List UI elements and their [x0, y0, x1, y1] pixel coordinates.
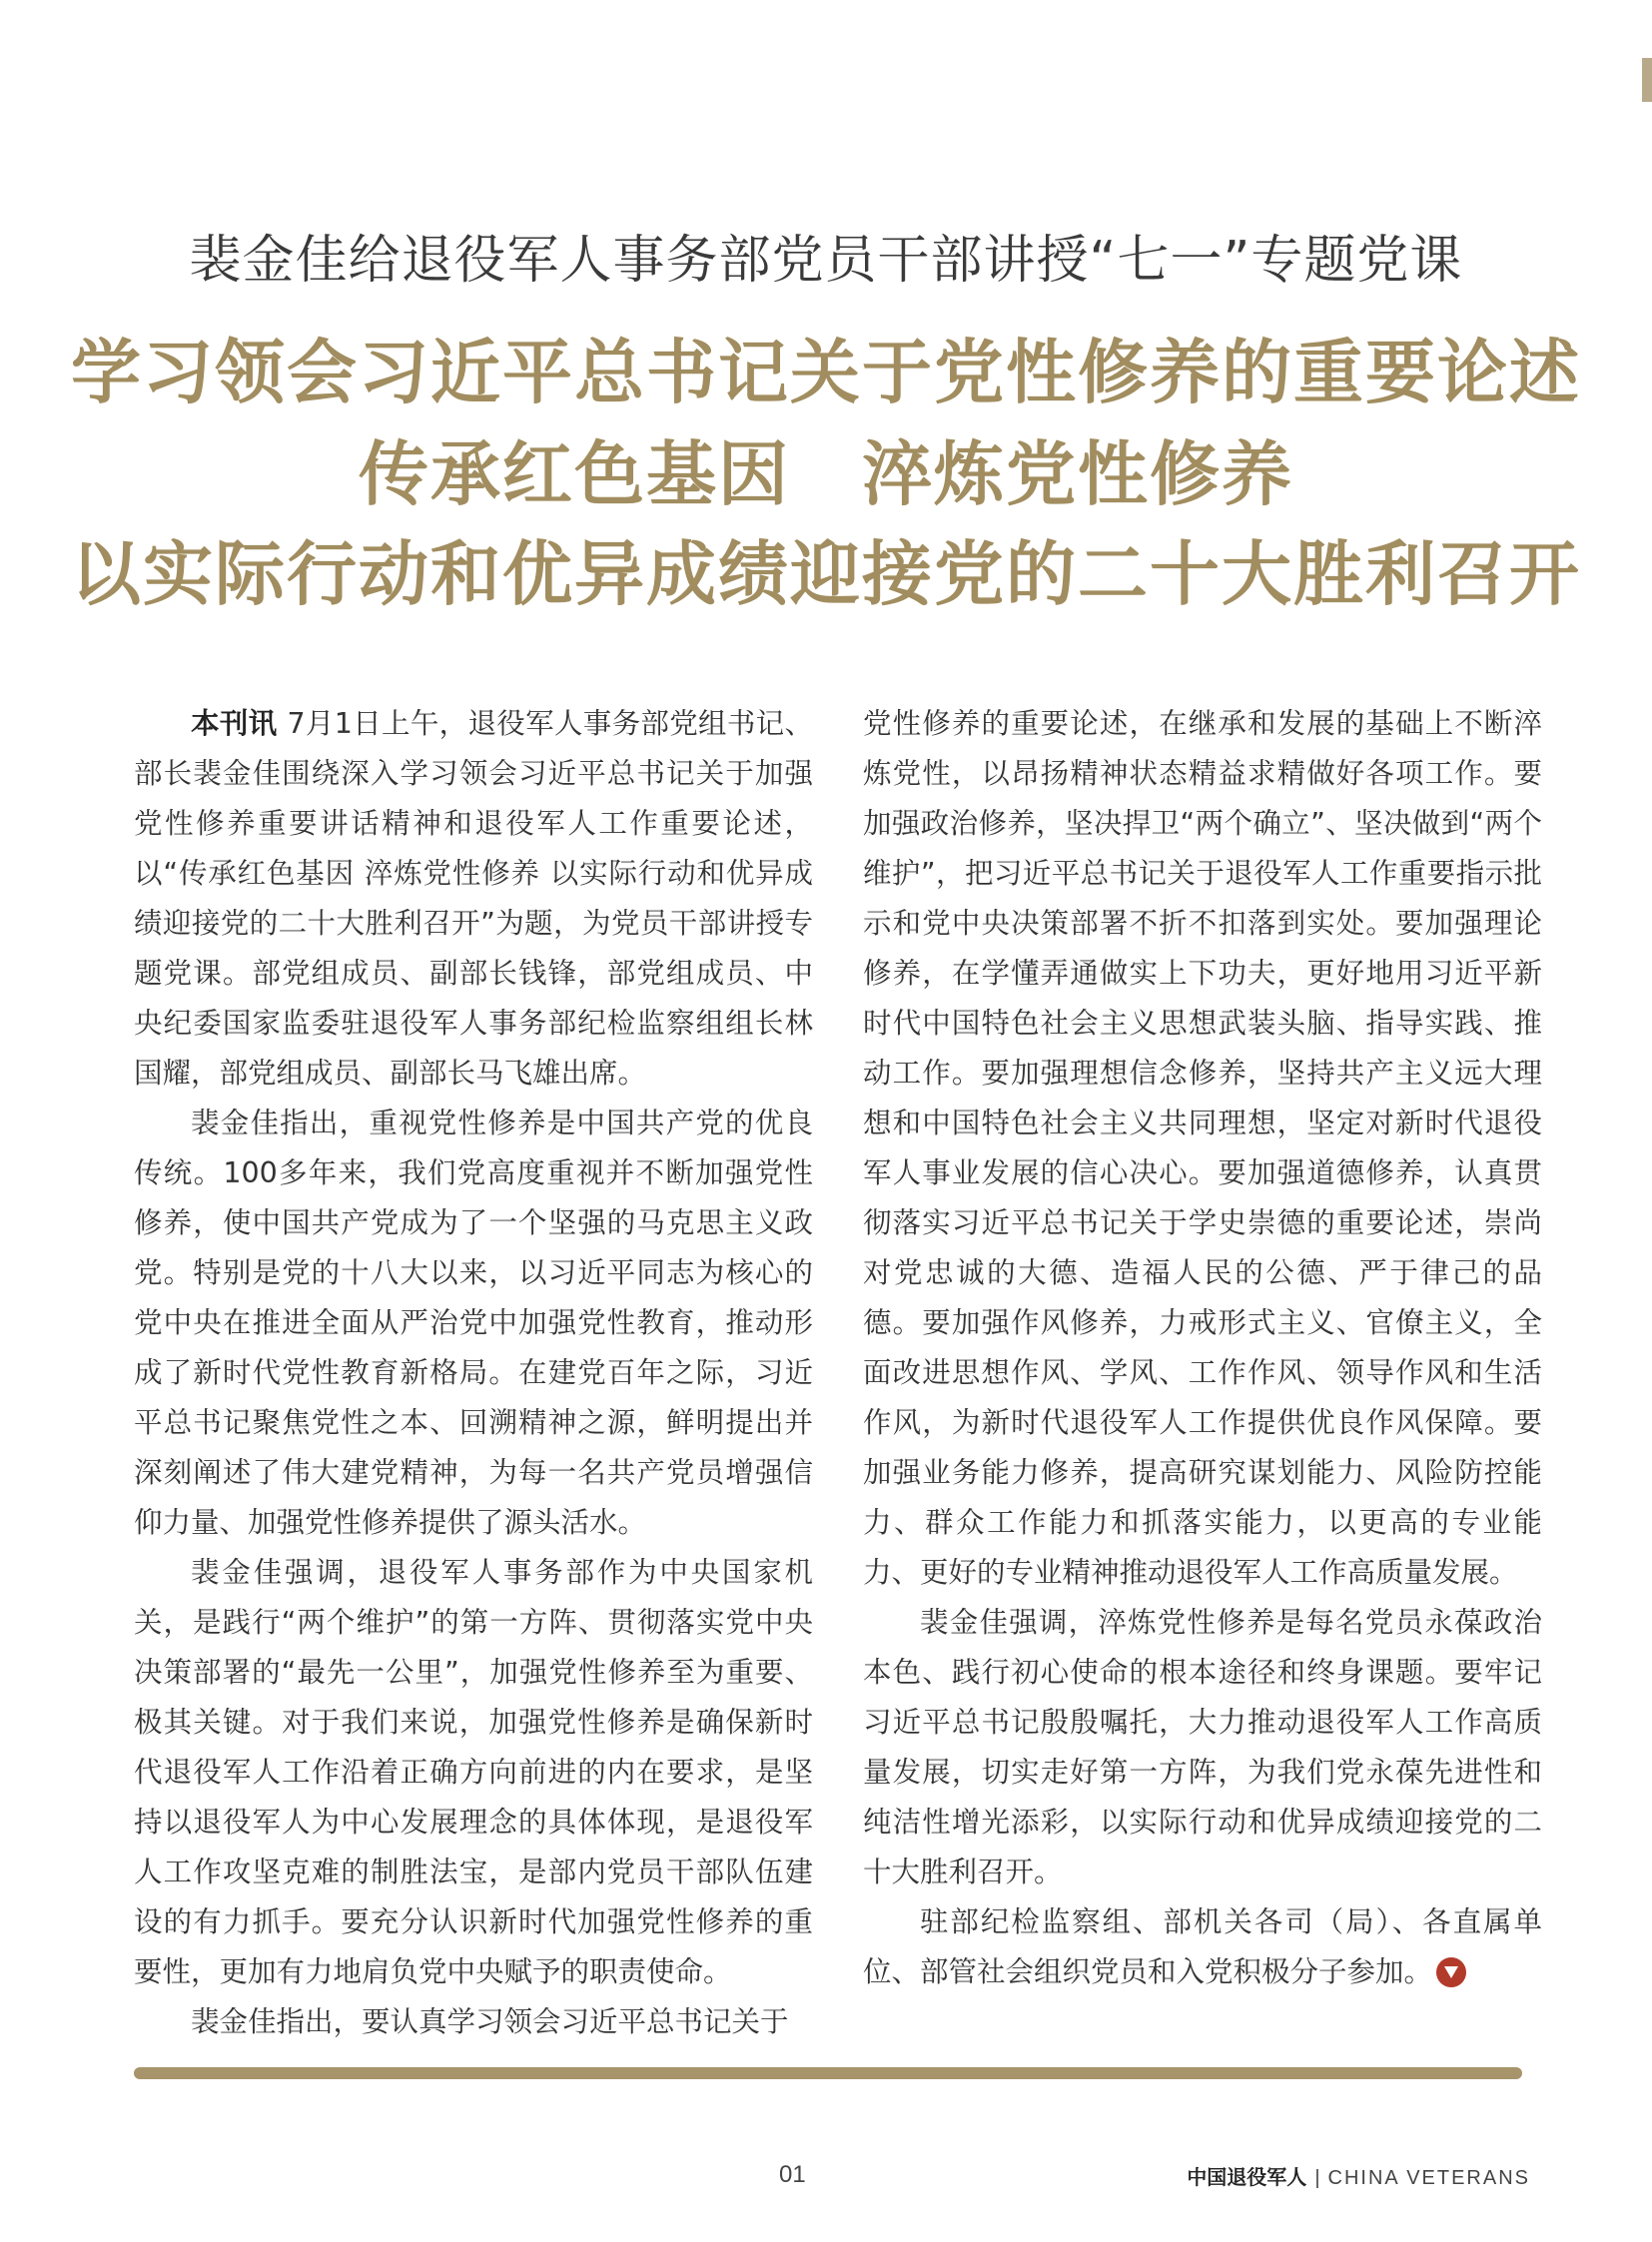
corner-tab-decoration [1642, 58, 1652, 102]
headline-line-2: 传承红色基因 淬炼党性修养 [359, 433, 1293, 515]
brand-name-en: CHINA VETERANS [1327, 2167, 1530, 2189]
footer-rule [134, 2067, 1522, 2079]
headline-line-3: 以实际行动和优异成绩迎接党的二十大胜利召开 [71, 533, 1581, 615]
article-paragraph: 裴金佳指出，重视党性修养是中国共产党的优良传统。100多年来，我们党高度重视并不断加强党性修养，使中国共产党成为了一个坚强的马克思主义政党。特别是党的十八大以来，以习近平同志为核心的党中央在推进全面从严治党中加强党性教育，推动形成了新时代党性教育新格局。在建党百年之际，习近平总书记聚焦党性之本、回溯精神之源，鲜明提出并深刻阐述了伟大建党精神，为每一名共产党员增强信仰力量、加强党性修养提供了源头活水。 [134, 1107, 813, 1539]
page-number: 01 [779, 2161, 806, 2188]
article-column-left [134, 699, 813, 2047]
article-column-right [863, 699, 1542, 1997]
paragraph-text: 驻部纪检监察组、部机关各司（局）、各直属单位、部管社会组织党员和入党积极分子参加。 [863, 1905, 1542, 1988]
article-paragraph: 党性修养的重要论述，在继承和发展的基础上不断淬炼党性，以昂扬精神状态精益求精做好各项工作。要加强政治修养，坚决捍卫“两个确立”、坚决做到“两个维护”，把习近平总书记关于退役军人工作重要指示批示和党中央决策部署不折不扣落到实处。要加强理论修养，在学懂弄通做实上下功夫，更好地用习近平新时代中国特色社会主义思想武装头脑、指导实践、推动工作。要加强理想信念修养，坚持共产主义远大理想和中国特色社会主义共同理想，坚定对新时代退役军人事业发展的信心决心。要加强道德修养，认真贯彻落实习近平总书记关于学史崇德的重要论述，崇尚对党忠诚的大德、造福人民的公德、严于律己的品德。要加强作风修养，力戒形式主义、官僚主义，全面改进思想作风、学风、工作作风、领导作风和生活作风，为新时代退役军人工作提供优良作风保障。要加强业务能力修养，提高研究谋划能力、风险防控能力、群众工作能力和抓落实能力，以更高的专业能力、更好的专业精神推动退役军人工作高质量发展。 [863, 707, 1542, 1589]
down-triangle-circle-icon [1436, 1957, 1466, 1987]
brand-name-zh: 中国退役军人 [1187, 2167, 1307, 2189]
byline: 本刊讯 [191, 707, 278, 740]
article-subtitle: 裴金佳给退役军人事务部党员干部讲授“七一”专题党课 [189, 231, 1463, 291]
article-paragraph: 裴金佳指出，要认真学习领会习近平总书记关于 [191, 2005, 789, 2038]
article-paragraph [863, 1897, 1542, 1997]
footer-brand [1187, 2161, 1530, 2190]
brand-separator: | [1314, 2167, 1320, 2189]
article-paragraph: 裴金佳强调，退役军人事务部作为中央国家机关，是践行“两个维护”的第一方阵、贯彻落实党中央决策部署的“最先一公里”，加强党性修养至为重要、极其关键。对于我们来说，加强党性修养是确保新时代退役军人工作沿着正确方向前进的内在要求，是坚持以退役军人为中心发展理念的具体体现，是退役军人工作攻坚克难的制胜法宝，是部内党员干部队伍建设的有力抓手。要充分认识新时代加强党性修养的重要性，更加有力地肩负党中央赋予的职责使命。 [134, 1556, 813, 1988]
headline-line-1: 学习领会习近平总书记关于党性修养的重要论述 [71, 332, 1581, 413]
article-paragraph [134, 699, 813, 1099]
paragraph-text: 7月1日上午，退役军人事务部党组书记、部长裴金佳围绕深入学习领会习近平总书记关于加强党性修养重要讲话精神和退役军人工作重要论述，以“传承红色基因 淬炼党性修养 以实际行动和优异成绩迎接党的二十大胜利召开”为题，为党员干部讲授专题党课。部党组成员、副部长钱锋，部党组成员、中央纪委国家监委驻退役军人事务部纪检监察组组长林国耀，部党组成员、副部长马飞雄出席。 [134, 707, 813, 1090]
article-paragraph: 裴金佳强调，淬炼党性修养是每名党员永葆政治本色、践行初心使命的根本途径和终身课题。要牢记习近平总书记殷殷嘱托，大力推动退役军人工作高质量发展，切实走好第一方阵，为我们党永葆先进性和纯洁性增光添彩，以实际行动和优异成绩迎接党的二十大胜利召开。 [863, 1606, 1542, 1888]
